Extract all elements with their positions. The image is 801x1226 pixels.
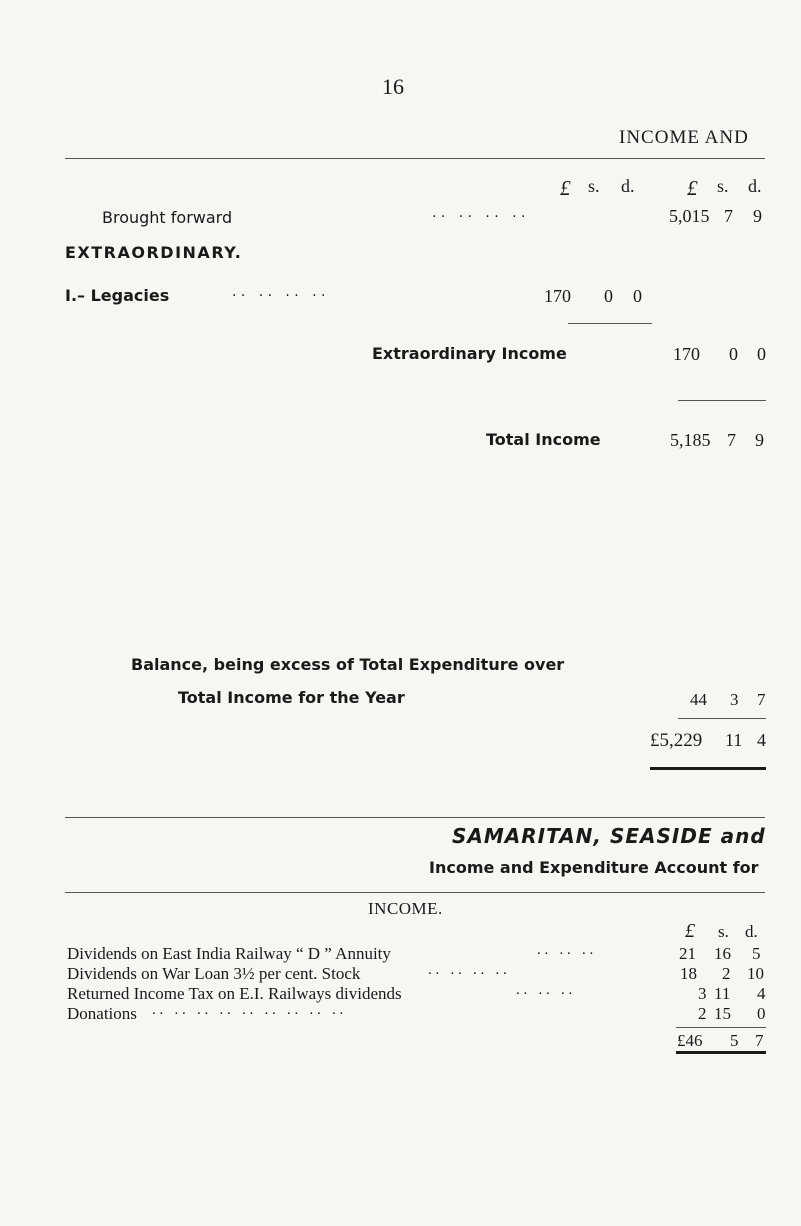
extraordinary-income-pounds: 170 <box>673 344 700 364</box>
samaritan-pence-heading: d. <box>745 922 758 941</box>
inner-pence-heading: d. <box>621 176 635 196</box>
samaritan-row-shillings: 16 <box>714 944 731 963</box>
legacies-pence: 0 <box>633 286 642 306</box>
samaritan-shillings-heading: s. <box>718 922 729 941</box>
samaritan-row-leader: . . . . . . <box>537 942 594 958</box>
samaritan-row-pence: 10 <box>747 964 764 983</box>
samaritan-row-leader: . . . . . . <box>516 982 573 998</box>
grand-total-pounds: £5,229 <box>650 730 703 751</box>
samaritan-total-pounds: £46 <box>677 1031 703 1050</box>
samaritan-row-shillings: 15 <box>714 1004 731 1023</box>
page-header: INCOME AND <box>619 127 749 148</box>
brought-forward-shillings: 7 <box>724 206 733 226</box>
legacies-shillings: 0 <box>604 286 613 306</box>
total-income-shillings: 7 <box>727 430 736 450</box>
samaritan-total-rule <box>676 1051 766 1054</box>
total-income-label: Total Income <box>486 430 601 449</box>
brought-forward-pence: 9 <box>753 206 762 226</box>
samaritan-total-pence: 7 <box>755 1031 764 1050</box>
samaritan-row-shillings: 11 <box>714 984 731 1003</box>
balance-label-line2: Total Income for the Year <box>178 688 405 707</box>
section-divider <box>65 817 765 818</box>
page-number: 16 <box>382 74 404 99</box>
balance-pounds: 44 <box>690 690 707 709</box>
balance-pence: 7 <box>757 690 766 709</box>
extraordinary-income-pence: 0 <box>757 344 766 364</box>
samaritan-row-leader: . . . . . . . . . . . . . . . . . . <box>152 1002 344 1018</box>
samaritan-row-shillings: 2 <box>722 964 731 983</box>
brought-forward-pounds: 5,015 <box>669 206 710 226</box>
balance-label-line1: Balance, being excess of Total Expenditure over <box>131 655 565 674</box>
samaritan-pound-heading: £ <box>685 920 695 942</box>
balance-rule <box>678 718 766 719</box>
samaritan-row-pence: 4 <box>757 984 766 1003</box>
samaritan-title: SAMARITAN, SEASIDE and <box>452 824 766 848</box>
extraordinary-heading: EXTRAORDINARY. <box>65 243 243 262</box>
total-income-pence: 9 <box>755 430 764 450</box>
inner-pound-heading: £ <box>560 176 571 200</box>
samaritan-row-pence: 0 <box>757 1004 766 1023</box>
header-rule <box>65 158 765 159</box>
grand-total-pence: 4 <box>757 730 766 750</box>
balance-shillings: 3 <box>730 690 739 709</box>
brought-forward-leader: . . . . . . . . <box>432 205 526 221</box>
extraordinary-income-shillings: 0 <box>729 344 738 364</box>
legacies-subtotal-rule <box>568 323 652 324</box>
samaritan-subtitle: Income and Expenditure Account for <box>429 858 759 877</box>
samaritan-row-pence: 5 <box>752 944 761 963</box>
total-income-pounds: 5,185 <box>670 430 711 450</box>
samaritan-subtotal-rule <box>676 1027 766 1028</box>
samaritan-income-heading: INCOME. <box>368 899 443 918</box>
outer-shillings-heading: s. <box>717 176 729 196</box>
samaritan-row-label: Returned Income Tax on E.I. Railways dividends <box>67 984 402 1003</box>
brought-forward-label: Brought forward <box>102 208 233 227</box>
legacies-label: I.– Legacies <box>65 286 170 305</box>
samaritan-row-pounds: 2 <box>698 1004 707 1023</box>
outer-pound-heading: £ <box>687 176 698 200</box>
samaritan-rule <box>65 892 765 893</box>
samaritan-row-pounds: 18 <box>680 964 697 983</box>
grand-total-shillings: 11 <box>725 730 743 750</box>
grand-total-rule <box>650 767 766 770</box>
legacies-pounds: 170 <box>544 286 571 306</box>
samaritan-row-label: Dividends on East India Railway “ D ” Annuity <box>67 944 391 963</box>
samaritan-row-leader: . . . . . . . . <box>428 962 507 978</box>
samaritan-row-pounds: 21 <box>679 944 696 963</box>
samaritan-row-label: Dividends on War Loan 3½ per cent. Stock <box>67 964 361 983</box>
samaritan-row-pounds: 3 <box>698 984 707 1003</box>
samaritan-total-shillings: 5 <box>730 1031 739 1050</box>
extraordinary-income-label: Extraordinary Income <box>372 344 567 363</box>
outer-pence-heading: d. <box>748 176 762 196</box>
legacies-leader: . . . . . . . . <box>232 284 326 300</box>
inner-shillings-heading: s. <box>588 176 600 196</box>
extraordinary-income-rule <box>678 400 766 401</box>
samaritan-row-label: Donations <box>67 1004 137 1023</box>
